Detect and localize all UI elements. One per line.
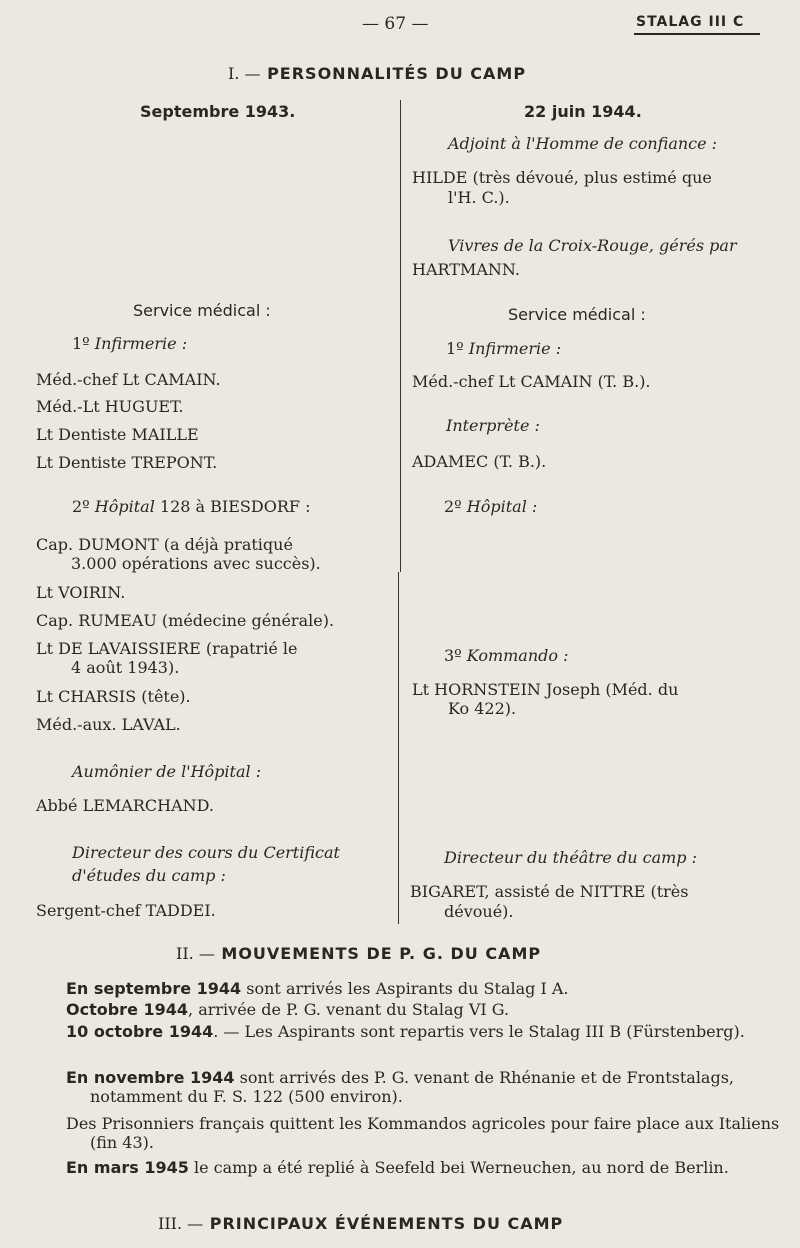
right-hopital-num: 2º	[444, 497, 462, 516]
left-service-medical: Service médical :	[133, 301, 271, 320]
section-3-roman: III. —	[158, 1214, 204, 1233]
right-kommando-num: 3º	[444, 646, 462, 665]
movement-item-2	[66, 1000, 756, 1019]
left-staff-trepont: Lt Dentiste TREPONT.	[36, 453, 218, 472]
right-hornstein-line1: Lt HORNSTEIN Joseph (Méd. du	[412, 680, 679, 699]
right-service-medical: Service médical :	[508, 305, 646, 324]
right-hopital-heading	[444, 497, 537, 516]
movement-item-4-text: sont arrivés des P. G. venant de Rhénanie et de Frontstalags, notamment du F. S. 122 (500 environ).	[90, 1068, 735, 1106]
column-divider-bottom	[398, 572, 399, 924]
movement-item-4-lead: En novembre 1944	[66, 1068, 235, 1087]
column-divider-top	[400, 100, 401, 572]
movement-item-5	[66, 1114, 780, 1152]
right-hopital-label: Hôpital :	[466, 497, 538, 516]
right-adamec: ADAMEC (T. B.).	[412, 452, 547, 471]
left-infirmerie-label: Infirmerie :	[94, 334, 188, 353]
movement-item-3-lead: 10 octobre 1944	[66, 1022, 214, 1041]
section-2-roman: II. —	[176, 944, 215, 963]
movement-item-2-text: , arrivée de P. G. venant du Stalag VI G.	[188, 1000, 510, 1019]
left-infirmerie-heading	[72, 334, 187, 353]
movement-item-1-text: sont arrivés les Aspirants du Stalag I A.	[241, 979, 569, 998]
movement-item-3	[66, 1022, 780, 1041]
movement-item-3-text: . — Les Aspirants sont repartis vers le Stalag III B (Fürstenberg).	[213, 1022, 745, 1041]
left-hopital-rest: 128 à BIESDORF :	[159, 497, 311, 516]
left-lavaissiere-line1: Lt DE LAVAISSIERE (rapatrié le	[36, 639, 298, 658]
right-theatre-label: Directeur du théâtre du camp :	[444, 848, 697, 867]
left-laval: Méd.-aux. LAVAL.	[36, 715, 181, 734]
right-hilde-line2: l'H. C.).	[448, 188, 510, 207]
section-2-title-text: MOUVEMENTS DE P. G. DU CAMP	[221, 944, 542, 963]
right-hartmann: HARTMANN.	[412, 260, 520, 279]
right-interprete-label: Interprète :	[446, 416, 540, 435]
section-1-roman: I. —	[228, 64, 261, 83]
right-hornstein-line2: Ko 422).	[448, 699, 517, 718]
section-3-title	[158, 1214, 563, 1233]
movement-item-6-lead: En mars 1945	[66, 1158, 189, 1177]
right-vivres-label: Vivres de la Croix-Rouge, gérés par	[448, 236, 737, 255]
movement-item-1	[66, 979, 756, 998]
section-1-title	[228, 64, 526, 83]
left-date: Septembre 1943.	[140, 102, 296, 121]
right-adjoint-label: Adjoint à l'Homme de confiance :	[448, 134, 718, 153]
left-hopital-label: Hôpital	[94, 497, 155, 516]
left-voirin: Lt VOIRIN.	[36, 583, 126, 602]
right-kommando-heading	[444, 646, 569, 665]
left-staff-huguet: Méd.-Lt HUGUET.	[36, 397, 184, 416]
section-1-title-text: PERSONNALITÉS DU CAMP	[267, 64, 527, 83]
right-infirmerie-label: Infirmerie :	[468, 339, 562, 358]
running-head: STALAG III C	[636, 14, 745, 30]
left-dumont-line1: Cap. DUMONT (a déjà pratiqué	[36, 535, 293, 554]
right-camain: Méd.-chef Lt CAMAIN (T. B.).	[412, 372, 651, 391]
movement-item-2-lead: Octobre 1944	[66, 1000, 189, 1019]
left-directeur-label-line1: Directeur des cours du Certificat	[72, 843, 340, 862]
section-2-title	[176, 944, 541, 963]
right-bigaret-line2: dévoué).	[444, 902, 514, 921]
right-infirmerie-heading	[446, 339, 561, 358]
left-dumont-line2: 3.000 opérations avec succès).	[71, 554, 321, 573]
left-charsis: Lt CHARSIS (tête).	[36, 687, 191, 706]
movement-item-6-text: le camp a été replié à Seefeld bei Werneuchen, au nord de Berlin.	[188, 1158, 729, 1177]
section-3-title-text: PRINCIPAUX ÉVÉNEMENTS DU CAMP	[209, 1214, 564, 1233]
right-kommando-label: Kommando :	[466, 646, 569, 665]
left-hopital-heading	[72, 497, 310, 516]
left-hopital-num: 2º	[72, 497, 90, 516]
left-lavaissiere-line2: 4 août 1943).	[71, 658, 180, 677]
movement-item-1-lead: En septembre 1944	[66, 979, 242, 998]
left-directeur-label-line2: d'études du camp :	[72, 866, 226, 885]
right-infirmerie-num: 1º	[446, 339, 464, 358]
left-staff-maille: Lt Dentiste MAILLE	[36, 425, 199, 444]
left-aumonier: Abbé LEMARCHAND.	[36, 796, 214, 815]
movement-item-4	[66, 1068, 780, 1106]
right-bigaret-line1: BIGARET, assisté de NITTRE (très	[410, 882, 689, 901]
left-infirmerie-num: 1º	[72, 334, 90, 353]
right-date: 22 juin 1944.	[524, 102, 642, 121]
left-directeur: Sergent-chef TADDEI.	[36, 901, 216, 920]
movement-item-5-text: Des Prisonniers français quittent les Kommandos agricoles pour faire place aux Italiens (fin 43).	[66, 1114, 780, 1152]
running-head-underline	[634, 33, 760, 35]
left-staff-camain: Méd.-chef Lt CAMAIN.	[36, 370, 221, 389]
left-rumeau: Cap. RUMEAU (médecine générale).	[36, 611, 335, 630]
right-hilde-line1: HILDE (très dévoué, plus estimé que	[412, 168, 712, 187]
page-number: — 67 —	[362, 14, 429, 34]
movement-item-6	[66, 1158, 780, 1177]
left-aumonier-label: Aumônier de l'Hôpital :	[72, 762, 262, 781]
